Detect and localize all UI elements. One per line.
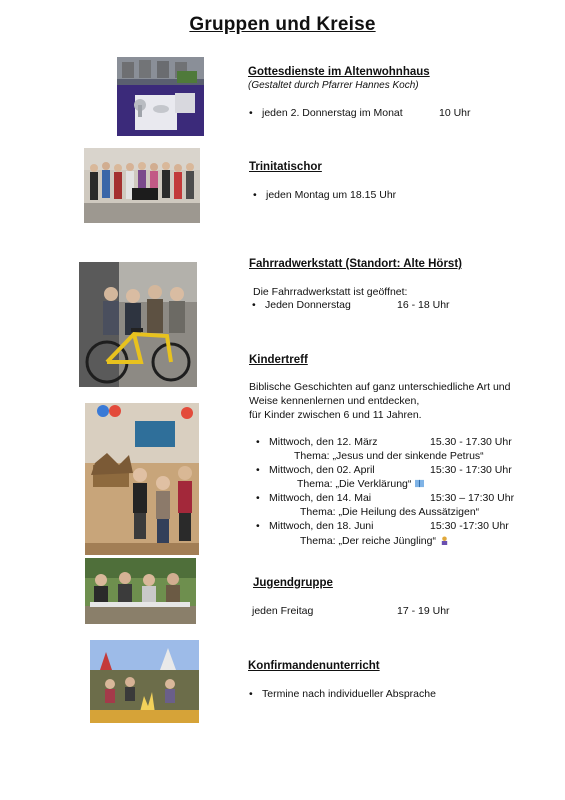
item-label: Jeden Donnerstag	[265, 299, 351, 311]
youth-group-photo	[85, 558, 196, 624]
person-emoji-icon	[440, 536, 449, 545]
item-label: Termine nach individueller Absprache	[262, 688, 436, 700]
kindertreff-item	[256, 436, 536, 450]
konfirmanden-item	[249, 688, 489, 702]
altar-photo	[117, 57, 204, 136]
jugend-item	[252, 605, 472, 619]
bullet: •	[253, 189, 257, 201]
item-time: 15:30 – 17:30 Uhr	[430, 492, 515, 504]
chor-item	[253, 189, 453, 203]
kindertreff-description-line-2: Weise kennenlernen und entdecken,	[249, 395, 420, 407]
page-title: Gruppen und Kreise	[189, 14, 376, 35]
kindertreff-theme-row	[300, 535, 449, 547]
book-emoji-icon	[415, 479, 424, 488]
jugend-heading: Jugendgruppe	[253, 577, 333, 589]
kindertreff-description-line-1: Biblische Geschichten auf ganz unterschiedliche Art und	[249, 381, 511, 393]
choir-photo	[84, 148, 200, 223]
kindertreff-theme: Thema: „Jesus und der sinkende Petrus“	[294, 450, 484, 462]
kindertreff-item	[256, 464, 536, 478]
kindertreff-photo	[85, 403, 199, 555]
kindertreff-theme: Thema: „Die Heilung des Aussätzigen“	[300, 506, 480, 518]
gottesdienste-heading: Gottesdienste im Altenwohnhaus	[248, 66, 430, 78]
fahrrad-heading: Fahrradwerkstatt (Standort: Alte Hörst)	[249, 258, 462, 270]
kindertreff-item	[256, 520, 536, 534]
item-time: 15:30 -17:30 Uhr	[430, 520, 509, 532]
bullet: •	[249, 688, 253, 700]
kindertreff-description-line-3: für Kinder zwischen 6 und 11 Jahren.	[249, 409, 422, 421]
kindertreff-item	[256, 492, 536, 506]
item-label: jeden Montag um 18.15 Uhr	[266, 189, 397, 201]
item-label: Mittwoch, den 18. Juni	[269, 520, 374, 532]
bullet: •	[256, 492, 260, 504]
item-label: Mittwoch, den 02. April	[269, 464, 375, 476]
item-label: Mittwoch, den 14. Mai	[269, 492, 372, 504]
gottesdienste-item	[249, 107, 499, 121]
bullet: •	[252, 299, 256, 311]
konfirmanden-heading: Konfirmandenunterricht	[248, 660, 380, 672]
kindertreff-theme: Thema: „Der reiche Jüngling“	[300, 535, 436, 547]
kindertreff-theme: Thema: „Die Verklärung“	[297, 478, 412, 490]
gottesdienste-subtitle: (Gestaltet durch Pfarrer Hannes Koch)	[248, 80, 419, 91]
bullet: •	[256, 464, 260, 476]
bullet: •	[256, 520, 260, 532]
bullet: •	[256, 436, 260, 448]
kindertreff-theme-row	[297, 478, 424, 490]
item-time: 15.30 - 17.30 Uhr	[430, 436, 512, 448]
item-time: 15:30 - 17:30 Uhr	[430, 464, 512, 476]
item-time: 10 Uhr	[439, 107, 471, 119]
fahrrad-intro: Die Fahrradwerkstatt ist geöffnet:	[253, 286, 408, 298]
item-label: Mittwoch, den 12. März	[269, 436, 378, 448]
fahrrad-item	[252, 299, 472, 313]
item-label: jeden 2. Donnerstag im Monat	[262, 107, 403, 119]
chor-heading: Trinitatischor	[249, 161, 322, 173]
item-time: 16 - 18 Uhr	[397, 299, 450, 311]
item-label: jeden Freitag	[252, 605, 314, 617]
bike-workshop-photo	[79, 262, 197, 387]
bullet: •	[249, 107, 253, 119]
kindertreff-heading: Kindertreff	[249, 354, 308, 366]
item-time: 17 - 19 Uhr	[397, 605, 450, 617]
confirmation-photo	[90, 640, 199, 723]
